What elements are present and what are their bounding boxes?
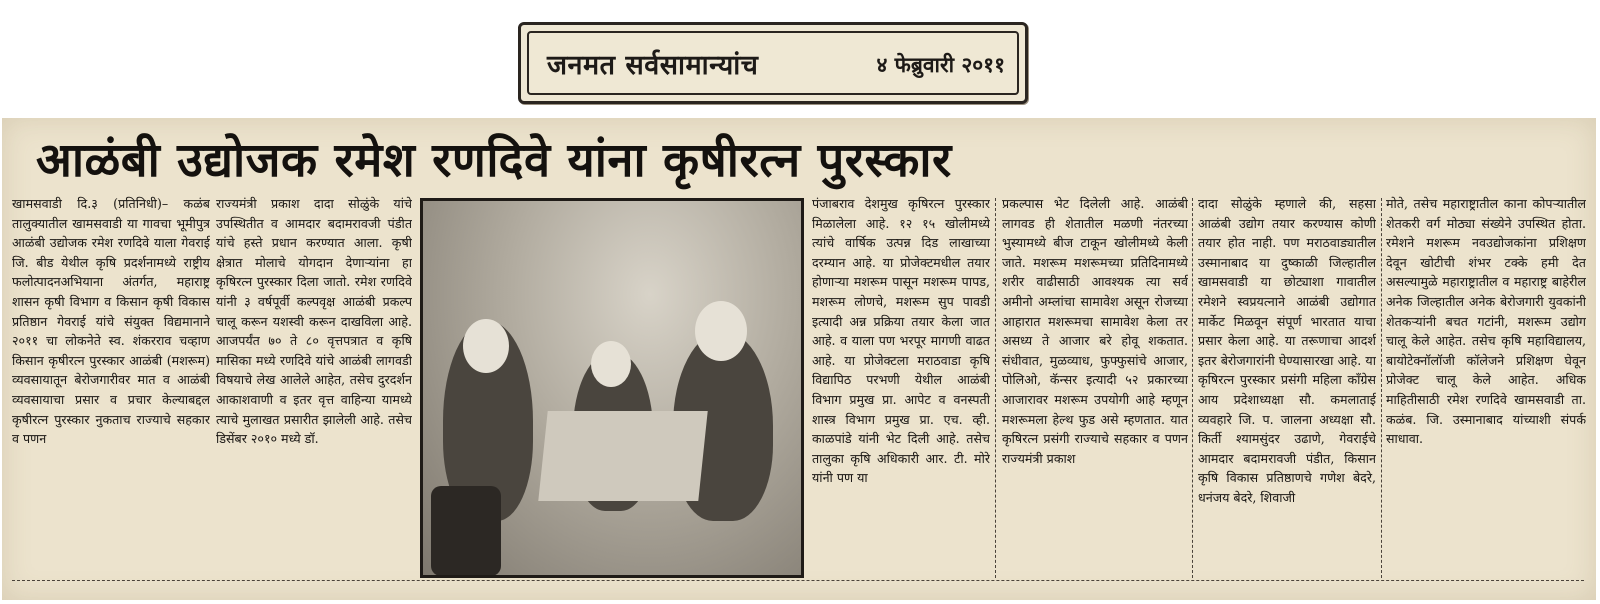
column-text: मोते, तसेच महाराष्ट्रातील काना कोपऱ्यातील शेतकरी वर्ग मोठ्या संख्येने उपस्थित होता. रमेशने मशरूम नवउद्योजकांना प्रशिक्षण देवून खोटीची शंभर टक्के हमी देत असल्यामुळे महाराष्ट्रातील व महाराष्ट्र बाहेरील अनेक जिल्हातील अनेक बेरोजगारी युवकांनी शेतकऱ्यांनी बचत गटांनी, मशरूम उद्योग चालू केले आहेत. तसेच कृषि महाविद्यालय, बायोटेक्नॉलॉजी कॉलेजने प्रशिक्षण घेवून प्रोजेक्ट चालू केले आहेत. अधिक माहितीसाठी रमेश रणदिवे खामसवाडी ता. कळंब. जि. उस्मानाबाद यांच्याशी संपर्क साधावा. xyxy=(1386,196,1586,447)
article-headline: आळंबी उद्योजक रमेश रणदिवे यांना कृषीरत्न पुरस्कार xyxy=(36,133,952,188)
column-text: राज्यमंत्री प्रकाश दादा सोळुंके यांचे उपस्थितीत व आमदार बदामरावजी पंडीत यांचे हस्ते प्रधान करण्यात आला. कृषी क्षेत्रात मोलाचे योगदान देणाऱ्यांना हा कृषिरत्न पुरस्कार दिला जातो. रमेश रणदिवे यांनी ३ वर्षपूर्वी कल्पवृक्ष आळंबी प्रकल्प चालू करून यशस्वी करून दाखविला आहे. आजपर्यंत ७० ते ८० वृत्तपत्रात व कृषि मासिका मध्ये रणदिवे यांचे आळंबी लागवडी विषयाचे लेख आलेले आहेत, तसेच दुरदर्शन आकाशवाणी व इतर वृत्त वाहिन्या यामध्ये त्याचे मुलाखत प्रसारीत झालेली आहे. तसेच डिसेंबर २०१० मध्ये डॉ. xyxy=(216,196,412,447)
photo-award-table xyxy=(538,411,707,501)
photo-person-head xyxy=(463,319,509,373)
photo-person-head xyxy=(695,301,747,361)
article-column-1 xyxy=(12,194,210,592)
article-column-6 xyxy=(1386,194,1586,592)
article-column-4 xyxy=(1002,194,1188,592)
column-text: दादा सोळुंके म्हणाले की, सहसा आळंबी उद्योग तयार करण्यास कोणी तयार होत नाही. पण मराठवाड्यातील उस्मानाबाद या दुष्काळी जिल्हातील खामसवाडी या छोट्याशा गावातील रमेशने स्वप्रयत्नाने आळंबी उद्योगात मार्केट मिळवून संपूर्ण भारतात याचा प्रसार केला आहे. या तरूणाचा आदर्श इतर बेरोजगारांनी घेण्यासारखा आहे. या कृषिरत्न पुरस्कार प्रसंगी महिला काँग्रेस आय प्रदेशाध्यक्षा सौ. कमलाताई व्यवहारे जि. प. जालना अध्यक्षा सौ. किर्ती श्यामसुंदर उढाणे, गेवराईचे आमदार बदामरावजी पंडीत, किसान कृषि विकास प्रतिष्ठाणचे गणेश बेदरे, धनंजय बेदरे, शिवाजी xyxy=(1198,196,1376,505)
masthead-border xyxy=(527,31,1019,95)
column-divider xyxy=(1192,198,1193,578)
article-column-5 xyxy=(1198,194,1376,592)
article-bottom-rule xyxy=(12,580,1584,581)
photo-foreground-object xyxy=(431,486,501,576)
column-divider xyxy=(995,198,996,578)
photo-person-head xyxy=(591,341,631,387)
publication-date: ४ फेब्रुवारी २०११ xyxy=(876,53,1005,77)
column-text: खामसवाडी दि.३ (प्रतिनिधी)– कळंब तालुक्यातील खामसवाडी या गावचा भूमीपुत्र आळंबी उद्योजक रमेश रणदिवे याला गेवराई जि. बीड येथील कृषि प्रदर्शनामध्ये राष्ट्रीय फलोत्पादनअभियाना अंतर्गत, महाराष्ट्र शासन कृषी विभाग व किसान कृषी विकास प्रतिष्ठान गेवराई यांचे संयुक्त विद्यमानाने २०११ चा लोकनेते स्व. शंकरराव चव्हाण किसान कृषीरत्न पुरस्कार आळंबी (मशरूम) व्यवसायातून बेरोजगारीवर मात व आळंबी व्यवसायाचा प्रसार व प्रचार केल्याबद्दल कृषीरत्न पुरस्कार नुकताच राज्याचे सहकार व पणन xyxy=(12,196,210,447)
column-divider xyxy=(1381,198,1382,578)
article-column-2 xyxy=(216,194,412,592)
column-text: पंजाबराव देशमुख कृषिरत्न पुरस्कार मिळालेला आहे. १२ १५ खोलीमध्ये त्यांचे वार्षिक उत्पन्न दिड लाखाच्या दरम्यान आहे. या प्रोजेक्टमधील तयार होणाऱ्या मशरूम पासून मशरूम पापड, मशरूम लोणचे, मशरूम सुप पावडी इत्यादी अन्न प्रक्रिया तयार केला जात आहे. व याला पण भरपूर मागणी वाढत आहे. या प्रोजेक्टला मराठवाडा कृषि विद्यापिठ परभणी येथील आळंबी विभाग प्रमुख प्रा. आपेट व वनस्पती शास्त्र विभाग प्रमुख प्रा. एच. व्ही. काळपांडे यांनी भेट दिली आहे. तसेच तालुका कृषि अधिकारी आर. टी. मोरे यांनी पण या xyxy=(812,196,990,486)
article-photo xyxy=(420,198,804,578)
column-text: प्रकल्पास भेट दिलेली आहे. आळंबी लागवड ही शेतातील मळणी नंतरच्या भुस्यामध्ये बीज टाकून खोलीमध्ये केली जाते. मशरूम मशरूमच्या प्रतिदिनामध्ये शरीर वाढीसाठी आवश्यक त्या सर्व अमीनो अम्लांचा सामावेश असून रोजच्या आहारात मशरूमचा सामावेश केला तर असध्य ते आजार बरे होवू शकतात. संधीवात, मुळव्याध, फुफ्फुसांचे आजार, पोलिओ, कॅन्सर इत्यादी ५२ प्रकारच्या आजारावर मशरूम उपयोगी आहे म्हणून मशरूमला हेल्थ फुड असे म्हणतात. यात कृषिरत्न प्रसंगी राज्याचे सहकार व पणन राज्यमंत्री प्रकाश xyxy=(1002,196,1188,466)
masthead-clipping xyxy=(518,22,1028,104)
article-column-3 xyxy=(812,194,990,592)
article-clipping xyxy=(2,118,1596,600)
newspaper-name: जनमत सर्वसामान्यांच xyxy=(547,50,759,81)
